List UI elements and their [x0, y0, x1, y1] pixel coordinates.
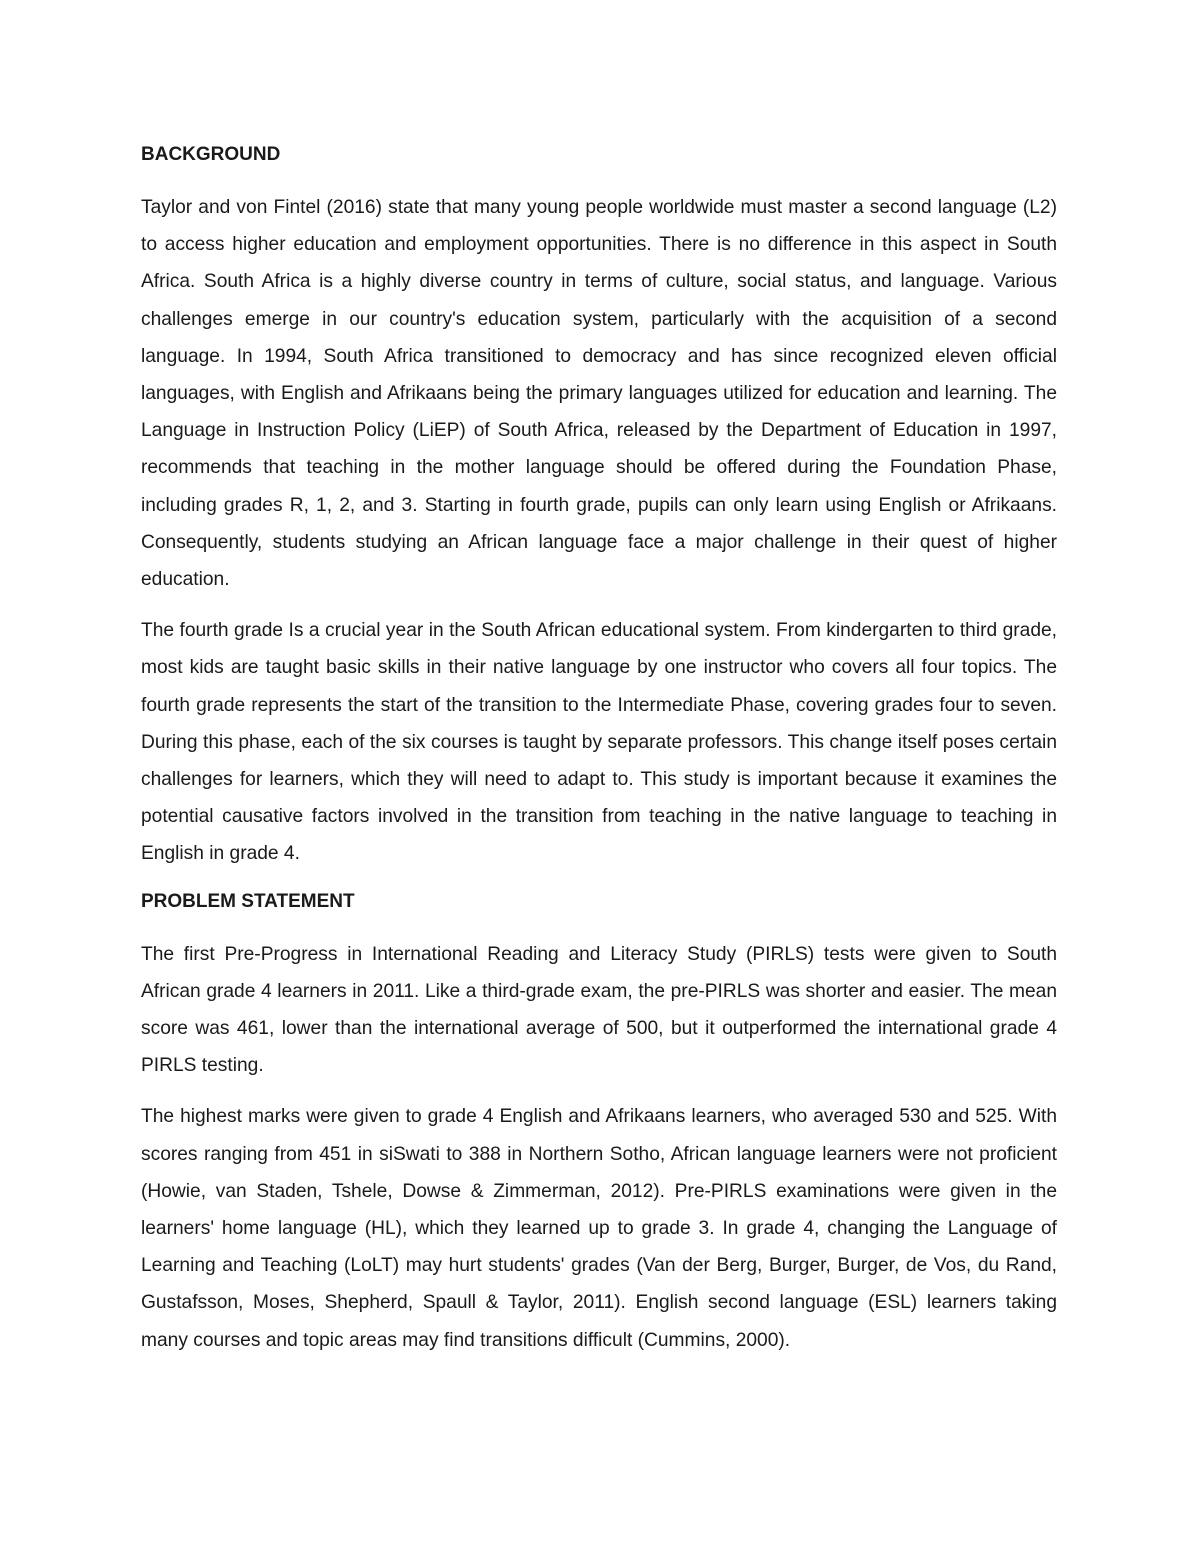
paragraph: The highest marks were given to grade 4 English and Afrikaans learners, who averaged 530 and 525. With scores ranging from 451 in siSwati to 388 in Northern Sotho, African language learners were not proficient (Howie, van Staden, Tshele, Dowse & Zimmerman, 2012). Pre-PIRLS examinations were given in the learners' home language (HL), which they learned up to grade 3. In grade 4, changing the Language of Learning and Teaching (LoLT) may hurt students' grades (Van der Berg, Burger, Burger, de Vos, du Rand, Gustafsson, Moses, Shepherd, Spaull & Taylor, 2011). English second language (ESL) learners taking many courses and topic areas may find transitions difficult (Cummins, 2000).	[141, 1106, 1057, 1351]
paragraph: Taylor and von Fintel (2016) state that many young people worldwide must master a second language (L2) to access higher education and employment opportunities. There is no difference in this aspect in South Africa. South Africa is a highly diverse country in terms of culture, social status, and language. Various challenges emerge in our country's education system, particularly with the acquisition of a second language. In 1994, South Africa transitioned to democracy and has since recognized eleven official languages, with English and Afrikaans being the primary languages utilized for education and learning. The Language in Instruction Policy (LiEP) of South Africa, released by the Department of Education in 1997, recommends that teaching in the mother language should be offered during the Foundation Phase, including grades R, 1, 2, and 3. Starting in fourth grade, pupils can only learn using English or Afrikaans. Consequently, students studying an African language face a major challenge in their quest of higher education.	[141, 197, 1057, 591]
paragraph: The first Pre-Progress in International Reading and Literacy Study (PIRLS) tests were given to South African grade 4 learners in 2011. Like a third-grade exam, the pre-PIRLS was shorter and easier. The mean score was 461, lower than the international average of 500, but it outperformed the international grade 4 PIRLS testing.	[141, 943, 1057, 1077]
section-problem-statement	[141, 887, 1057, 1359]
document-page	[141, 140, 1057, 1373]
section-heading-background: BACKGROUND	[141, 144, 281, 165]
section-heading-problem-statement: PROBLEM STATEMENT	[141, 890, 355, 912]
section-background	[141, 140, 1057, 873]
paragraph: The fourth grade Is a crucial year in the South African educational system. From kindergarten to third grade, most kids are taught basic skills in their native language by one instructor who covers all four topics. The fourth grade represents the start of the transition to the Intermediate Phase, covering grades four to seven. During this phase, each of the six courses is taught by separate professors. This change itself poses certain challenges for learners, which they will need to adapt to. This study is important because it examines the potential causative factors involved in the transition from teaching in the native language to teaching in English in grade 4.	[141, 620, 1057, 865]
